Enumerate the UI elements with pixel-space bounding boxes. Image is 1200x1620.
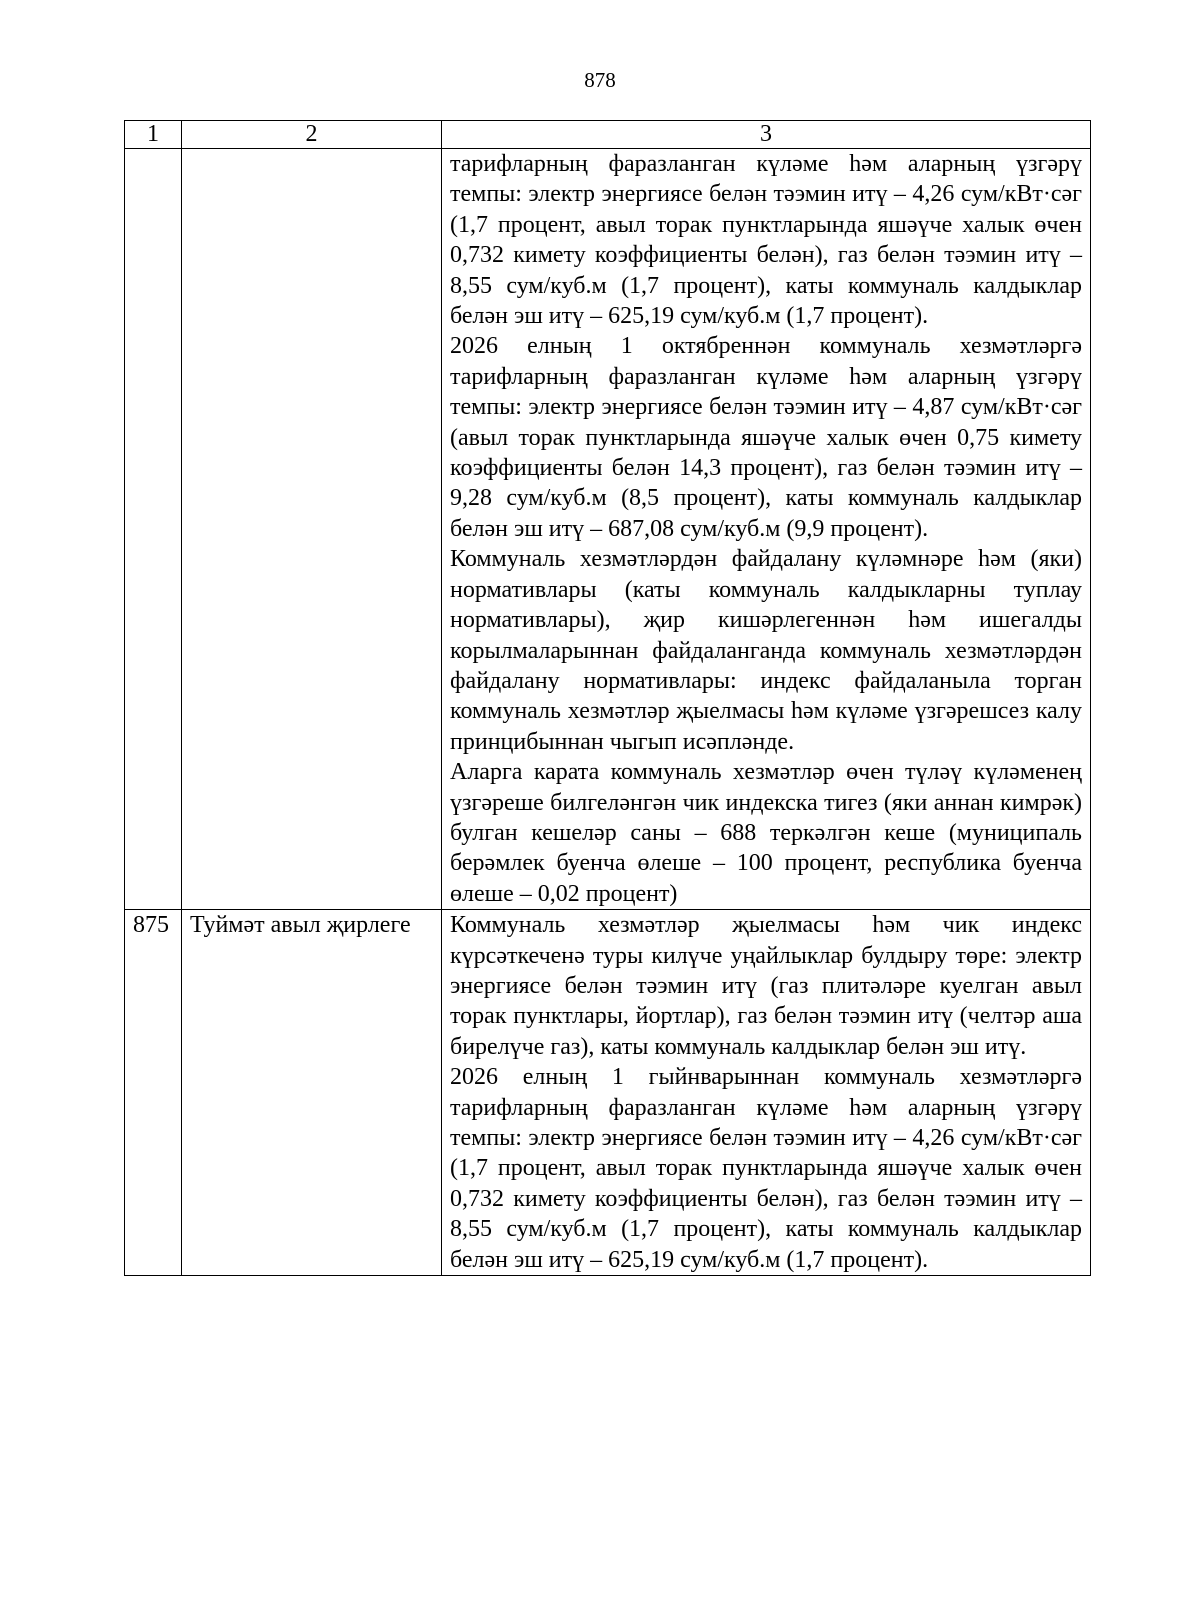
page-number: 878 bbox=[584, 68, 616, 92]
column-header-3: 3 bbox=[442, 121, 1091, 149]
row-number bbox=[125, 149, 182, 910]
column-header-1: 1 bbox=[125, 121, 182, 149]
content-paragraph: 2026 елның 1 октябреннән коммуналь хезмәтләргә тарифларның фаразланган күләме һәм аларның үзгәрү темпы: электр энергиясе белән тәэмин итү – 4,87 сум/кВт·сәг (авыл торак пунктларында яшәүче халык өчен 0,75 кимету коэффициенты белән 14,3 процент), газ белән тәэмин итү – 9,28 сум/куб.м (8,5 процент), каты коммуналь калдыклар белән эш итү – 687,08 сум/куб.м (9,9 процент). bbox=[450, 333, 1082, 542]
column-header-2: 2 bbox=[182, 121, 442, 149]
table-header-row bbox=[125, 121, 1091, 149]
row-number: 875 bbox=[125, 910, 182, 1276]
table-row bbox=[125, 910, 1091, 1276]
table-row bbox=[125, 149, 1091, 910]
content-paragraph: тарифларның фаразланган күләме һәм аларның үзгәрү темпы: электр энергиясе белән тәэмин итү – 4,26 сум/кВт·сәг (1,7 процент, авыл торак пунктларында яшәүче халык өчен 0,732 кимету коэффициенты белән), газ белән тәэмин итү – 8,55 сум/куб.м (1,7 процент), каты коммуналь калдыклар белән эш итү – 625,19 сум/куб.м (1,7 процент). bbox=[450, 151, 1082, 330]
row-content bbox=[442, 149, 1091, 910]
row-name: Туймәт авыл җирлеге bbox=[182, 910, 442, 1276]
row-content bbox=[442, 910, 1091, 1276]
content-paragraph: Коммуналь хезмәтләр җыелмасы һәм чик индекс күрсәткеченә туры килүче уңайлыклар булдыру төре: электр энергиясе белән тәэмин итү (газ плитәләре куелган авыл торак пунктлары, йортлар), газ белән тәэмин итү (челтәр аша бирелүче газ), каты коммуналь калдыклар белән эш итү. bbox=[450, 912, 1082, 1060]
content-paragraph: 2026 елның 1 гыйнварыннан коммуналь хезмәтләргә тарифларның фаразланган күләме һәм аларның үзгәрү темпы: электр энергиясе белән тәэмин итү – 4,26 сум/кВт·сәг (1,7 процент, авыл торак пунктларында яшәүче халык өчен 0,732 кимету коэффициенты белән), газ белән тәэмин итү – 8,55 сум/куб.м (1,7 процент), каты коммуналь калдыклар белән эш итү – 625,19 сум/куб.м (1,7 процент). bbox=[450, 1064, 1082, 1273]
content-paragraph: Коммуналь хезмәтләрдән файдалану күләмнәре һәм (яки) нормативлары (каты коммуналь калдыкларны туплау нормативлары), җир кишәрлегеннән һәм ишегалды корылмаларыннан файдаланганда коммуналь хезмәтләрдән файдалану нормативлары: индекс файдаланыла торган коммуналь хезмәтләр җыелмасы һәм күләме үзгәрешсез калу принцибыннан чыгып исәпләнде. bbox=[450, 546, 1082, 755]
content-paragraph: Аларга карата коммуналь хезмәтләр өчен түләү күләменең үзгәреше билгеләнгән чик индекска тигез (яки аннан кимрәк) булган кешеләр саны – 688 теркәлгән кеше (муниципаль берәмлек буенча өлеше – 100 процент, республика буенча өлеше – 0,02 процент) bbox=[450, 759, 1082, 907]
document-table bbox=[124, 120, 1091, 1276]
row-name bbox=[182, 149, 442, 910]
